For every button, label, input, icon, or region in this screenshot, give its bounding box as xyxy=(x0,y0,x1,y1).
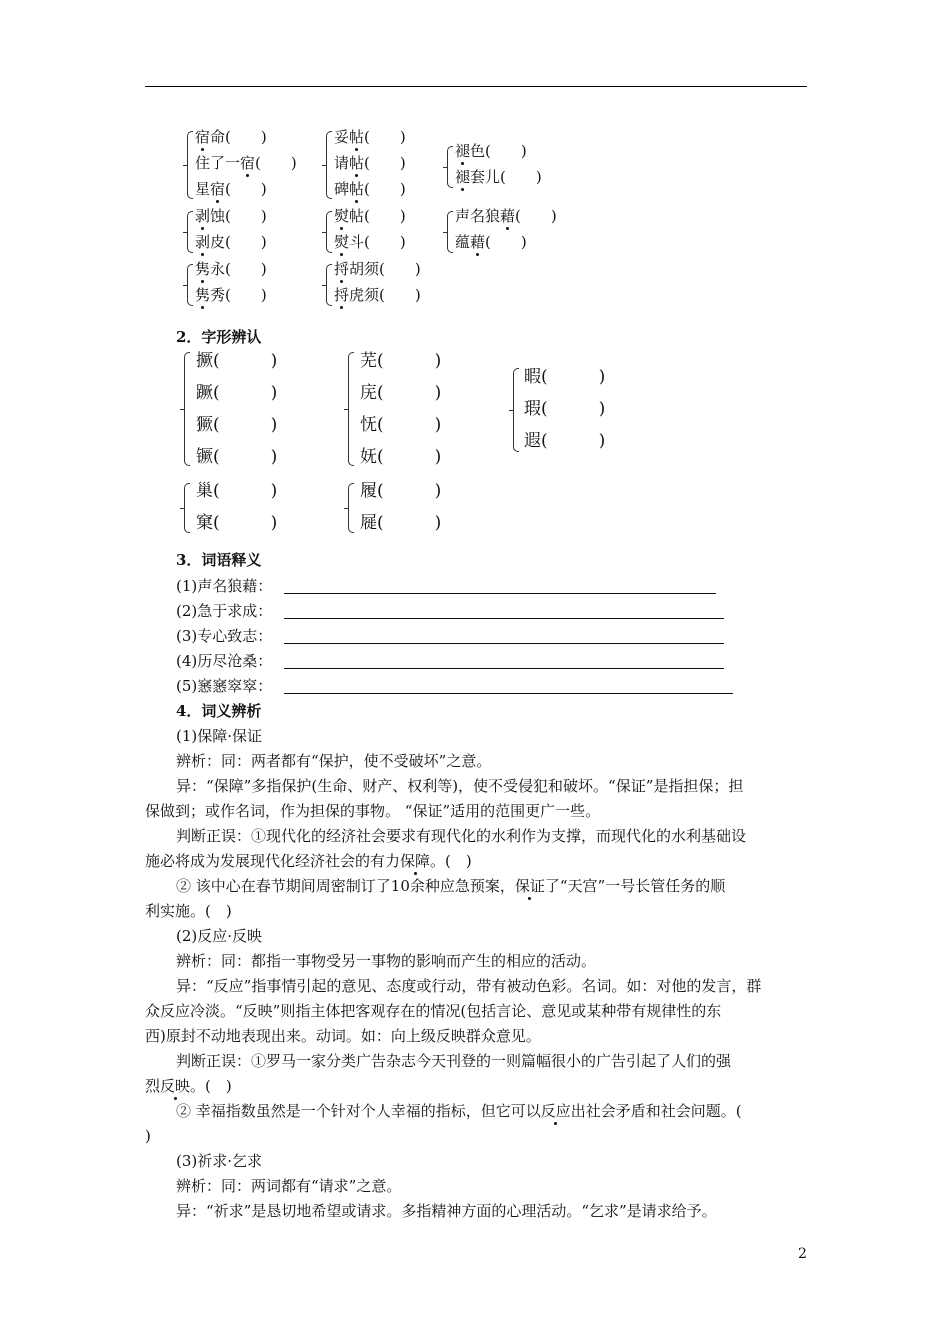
answer-blank[interactable] xyxy=(284,593,716,594)
pron-item: 宿命( ) xyxy=(195,128,267,146)
difference-text: 异：“保障”多指保护(生命、财产、权利等)，使不受侵犯和破坏。“保证”是指担保；担 xyxy=(176,777,744,795)
answer-blank[interactable] xyxy=(284,668,724,669)
answer-blank[interactable] xyxy=(284,643,724,644)
header-rule xyxy=(145,86,807,87)
judge-text: ) xyxy=(145,1127,151,1145)
pron-item: 隽秀( ) xyxy=(195,286,267,304)
glyph-item: 镢( ) xyxy=(196,447,278,467)
judge-text: ② 幸福指数虽然是一个针对个人幸福的指标，但它可以反应出社会矛盾和社会问题。( xyxy=(176,1102,742,1120)
glyph-item: 妩( ) xyxy=(360,447,442,467)
brace xyxy=(348,352,354,466)
pron-item: 碑帖( ) xyxy=(334,180,406,198)
brace xyxy=(447,146,453,188)
judge-text: ② 该中心在春节期间周密制订了10余种应急预案，保证了“天宫”一号长管任务的顺 xyxy=(176,877,726,895)
brace xyxy=(184,483,190,533)
pron-item: 褪套儿( ) xyxy=(455,168,542,186)
glyph-item: 庑( ) xyxy=(360,383,442,403)
glyph-item: 暇( ) xyxy=(524,367,606,387)
brace xyxy=(513,368,519,452)
section-4-title: 4．词义辨析 xyxy=(176,702,262,720)
definition-item: (5)窸窸窣窣： xyxy=(176,677,273,695)
brace xyxy=(326,264,332,306)
glyph-item: 窠( ) xyxy=(196,513,278,533)
answer-blank[interactable] xyxy=(284,693,733,694)
difference-text: 西)原封不动地表现出来。动词。如：向上级反映群众意见。 xyxy=(145,1027,541,1045)
brace xyxy=(447,211,453,253)
glyph-item: 遐( ) xyxy=(524,431,606,451)
pron-item: 熨帖( ) xyxy=(334,207,406,225)
section-2-title: 2．字形辨认 xyxy=(176,328,262,346)
pron-item: 捋胡须( ) xyxy=(334,260,421,278)
glyph-item: 芜( ) xyxy=(360,351,442,371)
glyph-item: 怃( ) xyxy=(360,415,442,435)
page-number: 2 xyxy=(798,1246,807,1262)
subsection-heading: (1)保障·保证 xyxy=(176,727,263,745)
glyph-item: 履( ) xyxy=(360,481,442,501)
pron-item: 褪色( ) xyxy=(455,142,527,160)
difference-text: 异：“祈求”是恳切地希望或请求。多指精神方面的心理活动。“乞求”是请求给予。 xyxy=(176,1202,717,1220)
analysis-text: 辨析：同：两者都有“保护，使不受破坏”之意。 xyxy=(176,752,492,770)
judge-text: 施必将成为发展现代化经济社会的有力保障。( ) xyxy=(145,852,472,870)
glyph-item: 蹶( ) xyxy=(196,383,278,403)
glyph-item: 獗( ) xyxy=(196,415,278,435)
judge-text: 利实施。( ) xyxy=(145,902,232,920)
definition-item: (3)专心致志： xyxy=(176,627,273,645)
difference-text: 众反应冷淡。“反映”则指主体把客观存在的情况(包括言论、意见或某种带有规律性的东 xyxy=(145,1002,722,1020)
judge-text: 判断正误：①现代化的经济社会要求有现代化的水利作为支撑，而现代化的水利基础设 xyxy=(176,827,747,845)
subsection-heading: (3)祈求·乞求 xyxy=(176,1152,263,1170)
brace xyxy=(326,211,332,253)
pron-item: 妥帖( ) xyxy=(334,128,406,146)
pron-item: 隽永( ) xyxy=(195,260,267,278)
pron-item: 声名狼藉( ) xyxy=(455,207,557,225)
pron-item: 熨斗( ) xyxy=(334,233,406,251)
section-3-title: 3．词语释义 xyxy=(176,551,262,569)
pron-item: 星宿( ) xyxy=(195,180,267,198)
glyph-item: 屣( ) xyxy=(360,513,442,533)
brace xyxy=(187,211,193,253)
pron-item: 剥蚀( ) xyxy=(195,207,267,225)
answer-blank[interactable] xyxy=(284,618,724,619)
brace xyxy=(326,131,332,199)
definition-item: (4)历尽沧桑： xyxy=(176,652,273,670)
brace xyxy=(184,352,190,466)
difference-text: 保做到；或作名词，作为担保的事物。 “保证”适用的范围更广一些。 xyxy=(145,802,601,820)
difference-text: 异：“反应”指事情引起的意见、态度或行动，带有被动色彩。名词。如：对他的发言，群 xyxy=(176,977,762,995)
pron-item: 捋虎须( ) xyxy=(334,286,421,304)
glyph-item: 撅( ) xyxy=(196,351,278,371)
brace xyxy=(348,483,354,533)
subsection-heading: (2)反应·反映 xyxy=(176,927,263,945)
brace xyxy=(187,264,193,306)
judge-text: 判断正误：①罗马一家分类广告杂志今天刊登的一则篇幅很小的广告引起了人们的强 xyxy=(176,1052,732,1070)
glyph-item: 巢( ) xyxy=(196,481,278,501)
pron-item: 住了一宿( ) xyxy=(195,154,297,172)
judge-text: 烈反映。( ) xyxy=(145,1077,232,1095)
analysis-text: 辨析：同：两词都有“请求”之意。 xyxy=(176,1177,402,1195)
pron-item: 蕴藉( ) xyxy=(455,233,527,251)
glyph-item: 瑕( ) xyxy=(524,399,606,419)
analysis-text: 辨析：同：都指一事物受另一事物的影响而产生的相应的活动。 xyxy=(176,952,597,970)
definition-item: (1)声名狼藉： xyxy=(176,577,273,595)
brace xyxy=(187,131,193,199)
pron-item: 请帖( ) xyxy=(334,154,406,172)
pron-item: 剥皮( ) xyxy=(195,233,267,251)
definition-item: (2)急于求成： xyxy=(176,602,273,620)
